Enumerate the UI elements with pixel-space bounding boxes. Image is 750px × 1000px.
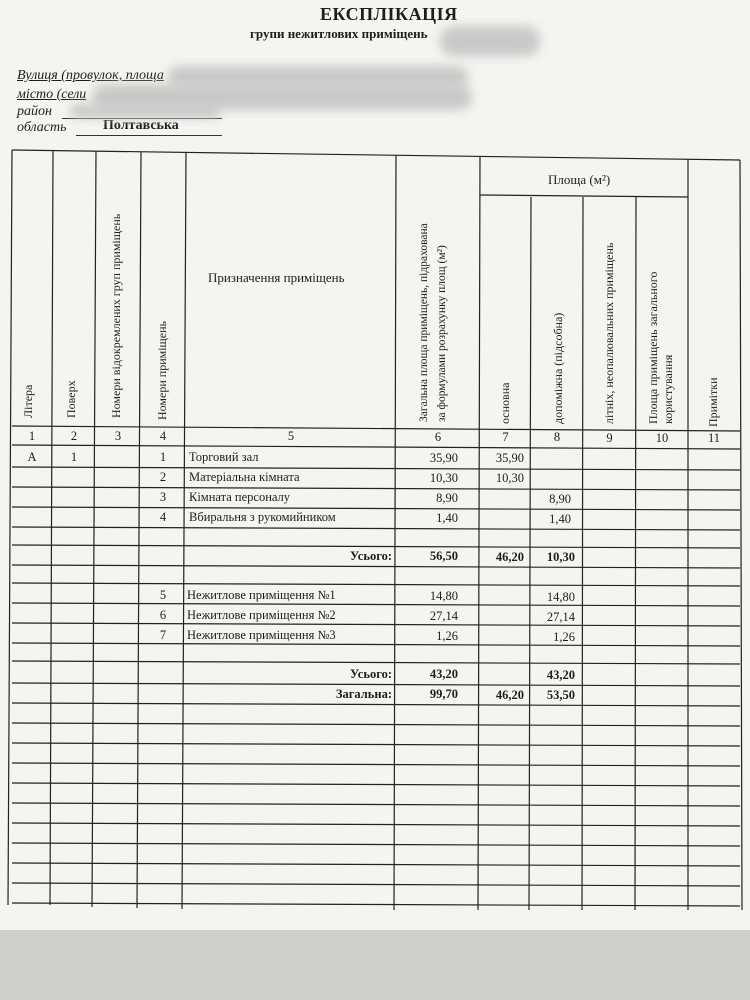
subtotal-total: 43,20 bbox=[429, 667, 458, 681]
room-total-area: 35,90 bbox=[429, 451, 458, 465]
grand-total-label: Загальна: bbox=[335, 687, 392, 701]
col-number: 11 bbox=[707, 431, 721, 445]
col-number: 10 bbox=[655, 431, 669, 445]
subtotal-total: 56,50 bbox=[429, 549, 458, 563]
city-label: місто (сели bbox=[17, 87, 87, 102]
col-header-main: основна bbox=[498, 382, 512, 424]
room-total-area: 10,30 bbox=[429, 471, 458, 485]
col-number: 2 bbox=[70, 429, 78, 443]
region-label: область bbox=[17, 120, 67, 135]
col-header-group-numbers: Номери відокремлених груп приміщень bbox=[109, 213, 123, 418]
room-number: 7 bbox=[159, 628, 167, 642]
room-name: Матеріальна кімната bbox=[189, 470, 300, 484]
col-header-total-area-line1: Загальна площа приміщень, підрахована bbox=[418, 223, 430, 422]
room-number: 6 bbox=[159, 608, 167, 622]
col-number: 6 bbox=[434, 430, 442, 444]
room-name: Кімната персоналу bbox=[189, 490, 291, 504]
col-header-auxiliary: допоміжна (підсобна) bbox=[551, 312, 565, 424]
room-number: 2 bbox=[159, 470, 167, 484]
room-total-area: 1,26 bbox=[436, 629, 458, 643]
document-title: ЕКСПЛІКАЦІЯ bbox=[320, 4, 458, 24]
room-number: 1 bbox=[159, 450, 167, 464]
street-label: Вулиця (провулок, площа bbox=[17, 68, 164, 83]
subtotal-label: Усього: bbox=[349, 667, 392, 681]
subtotal-main: 46,20 bbox=[495, 550, 524, 564]
grand-total-total: 99,70 bbox=[429, 687, 458, 701]
district-label: район bbox=[17, 104, 52, 119]
room-main-area: 35,90 bbox=[495, 451, 524, 465]
col-header-purpose: Призначення приміщень bbox=[208, 270, 345, 285]
room-aux-area: 8,90 bbox=[549, 492, 571, 506]
floor-cell: 1 bbox=[70, 450, 78, 464]
grand-total-main: 46,20 bbox=[495, 688, 524, 702]
room-total-area: 1,40 bbox=[436, 511, 458, 525]
room-aux-area: 27,14 bbox=[546, 610, 575, 624]
room-name: Вбиральня з рукомийником bbox=[189, 510, 336, 524]
col-header-common-line1: Площа приміщень загального bbox=[646, 271, 660, 424]
room-total-area: 8,90 bbox=[436, 491, 458, 505]
grand-total-aux: 53,50 bbox=[546, 688, 575, 702]
room-total-area: 14,80 bbox=[429, 589, 458, 603]
document-subtitle: групи нежитлових приміщень bbox=[250, 26, 428, 41]
col-header-litera: Літера bbox=[21, 384, 35, 418]
room-main-area: 10,30 bbox=[495, 471, 524, 485]
room-number: 4 bbox=[159, 510, 167, 524]
subtotal-aux: 43,20 bbox=[546, 668, 575, 682]
room-name: Нежитлове приміщення №1 bbox=[187, 588, 336, 602]
subtotal-label: Усього: bbox=[349, 549, 392, 563]
col-number: 5 bbox=[287, 429, 295, 443]
col-number: 3 bbox=[114, 429, 122, 443]
room-aux-area: 1,26 bbox=[553, 630, 575, 644]
subtotal-aux: 10,30 bbox=[546, 550, 575, 564]
room-name: Нежитлове приміщення №2 bbox=[187, 608, 336, 622]
col-header-floor: Поверх bbox=[64, 380, 78, 418]
col-header-notes: Примітки bbox=[706, 377, 720, 427]
region-value: Полтавська bbox=[103, 118, 179, 133]
room-name: Торговий зал bbox=[189, 450, 259, 464]
room-number: 3 bbox=[159, 490, 167, 504]
col-number: 4 bbox=[159, 429, 167, 443]
col-header-common-line2: користування bbox=[661, 354, 675, 424]
col-number: 8 bbox=[553, 430, 561, 444]
col-number: 9 bbox=[606, 431, 613, 445]
room-aux-area: 14,80 bbox=[546, 590, 575, 604]
room-number: 5 bbox=[159, 588, 167, 602]
col-number: 1 bbox=[28, 429, 36, 443]
room-total-area: 27,14 bbox=[429, 609, 458, 623]
col-header-room-numbers: Номери приміщень bbox=[155, 320, 169, 420]
col-header-area-group: Площа (м²) bbox=[548, 172, 611, 187]
col-header-total-area-line2: за формулами розрахунку площ (м²) bbox=[436, 245, 448, 422]
col-number: 7 bbox=[502, 430, 509, 444]
col-header-summer: літніх, неопалювальних приміщень bbox=[602, 242, 616, 424]
room-aux-area: 1,40 bbox=[549, 512, 571, 526]
litera-cell: А bbox=[27, 450, 37, 464]
room-name: Нежитлове приміщення №3 bbox=[187, 628, 336, 642]
